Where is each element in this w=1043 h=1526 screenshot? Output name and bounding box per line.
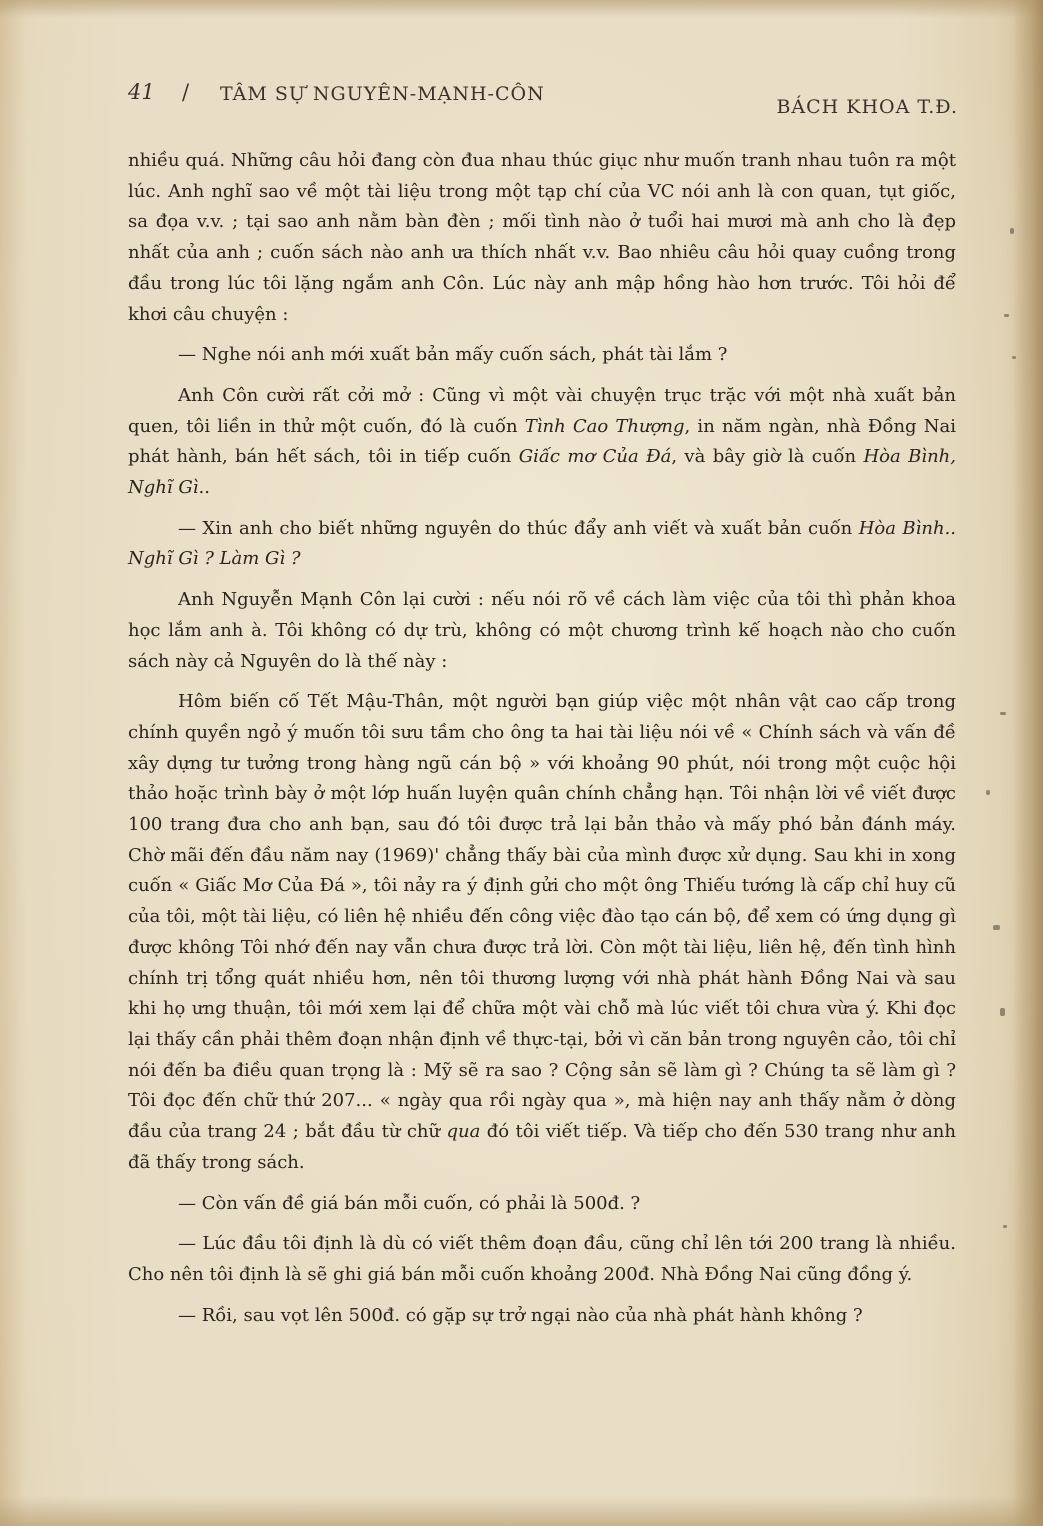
page-number: 41 [128, 80, 155, 104]
margin-speck [1004, 314, 1009, 317]
margin-speck [1000, 1008, 1005, 1016]
paragraph [128, 381, 956, 504]
paragraph-text: Hôm biến cố Tết Mậu-Thân, một người bạn giúp việc một nhân vật cao cấp trong chính quyền ngỏ ý muốn tôi sưu tầm cho ông ta hai tài liệu nói về « Chính sách và vấn đề xây dựng tư tưởng trong hàng ngũ cán bộ » với khoảng 90 phút, nói trong một cuộc hội thảo hoặc trình bày ở một lớp huấn luyện quân chính chẳng hạn. Tôi nhận lời về viết được 100 trang đưa cho anh bạn, sau đó tôi được trả lại bản thảo và mấy phó bản đánh máy. Chờ mãi đến đầu năm nay (1969)' chẳng thấy bài của mình được xử dụng. Sau khi in xong cuốn « Giấc Mơ Của Đá », tôi nảy ra ý định gửi cho một ông Thiếu tướng là cấp chỉ huy cũ của tôi, một tài liệu, có liên hệ nhiều đến công việc đào tạo cán bộ, để xem có ứng dụng gì được không Tôi nhớ đến nay vẫn chưa được trả lời. Còn một tài liệu, liên hệ, đến tình hình chính trị tổng quát nhiều hơn, nên tôi thương lượng với nhà phát hành Đồng Nai và sau khi họ ưng thuận, tôi mới xem lại để chữa một vài chỗ mà lúc viết tôi chưa vừa ý. Khi đọc lại thấy cần phải thêm đoạn nhận định về thực-tại, bởi vì căn bản trong nguyên cảo, tôi chỉ nói đến ba điều quan trọng là : Mỹ sẽ ra sao ? Cộng sản sẽ làm gì ? Chúng ta sẽ làm gì ? Tôi đọc đến chữ thứ 207... « ngày qua rồi ngày qua », mà hiện nay anh thấy nằm ở dòng đầu của trang 24 ; bắt đầu từ chữ [128, 691, 956, 1143]
page-right-edge [1013, 0, 1043, 1526]
paragraph-text: , và bây giờ là cuốn [671, 446, 864, 468]
running-header [128, 80, 958, 120]
answer-paragraph [128, 1229, 956, 1290]
paragraph-text: — Nghe nói anh mới xuất bản mấy cuốn sách, phát tài lắm ? [178, 344, 728, 366]
paragraph-text: .. [198, 477, 210, 499]
paragraph-text: , in năm ngàn, nhà Đồng Nai phát hành, bán hết sách, tôi in tiếp cuốn [128, 415, 956, 468]
paragraph-text: nhiều quá. Những câu hỏi đang còn đua nhau thúc giục như muốn tranh nhau tuôn ra một lúc. Anh nghĩ sao về một tài liệu trong một tạp chí của VC nói anh là con quan, tụt giốc, sa đọa v.v. ; tại sao anh nằm bàn đèn ; mối tình nào ở tuổi hai mươi mà anh cho là đẹp nhất của anh ; cuốn sách nào anh ưa thích nhất v.v. Bao nhiêu câu hỏi quay cuồng trong đầu trong lúc tôi lặng ngắm anh Côn. Lúc này anh mập hồng hào hơn trước. Tôi hỏi để khơi câu chuyện : [128, 150, 956, 325]
margin-speck [1012, 356, 1016, 359]
paragraph [128, 687, 956, 1178]
paragraph-text: Anh Nguyễn Mạnh Côn lại cười : nếu nói rõ về cách làm việc của tôi thì phản khoa học lắm anh à. Tôi không có dự trù, không có một chương trình kế hoạch nào cho cuốn sách này cả Nguyên do là thế này : [128, 589, 956, 672]
margin-speck [1010, 228, 1014, 234]
question-paragraph [128, 514, 956, 575]
margin-speck [993, 925, 1000, 930]
journal-name: BÁCH KHOA T.Đ. [776, 96, 958, 118]
book-title: Giấc mơ Của Đá [518, 446, 672, 468]
paragraph [128, 146, 956, 330]
margin-speck [1003, 1225, 1007, 1228]
paragraph-text: — Xin anh cho biết những nguyên do thúc đẩy anh viết và xuất bản cuốn [178, 517, 859, 539]
page-top-shadow [0, 0, 1043, 18]
paragraph-text: — Còn vấn đề giá bán mỗi cuốn, có phải là 500đ. ? [178, 1192, 641, 1214]
article-body [128, 146, 956, 1341]
question-paragraph [128, 340, 956, 371]
running-title: TÂM SỰ NGUYÊN-MẠNH-CÔN [220, 83, 545, 105]
margin-speck [986, 790, 990, 795]
margin-speck [1000, 712, 1006, 715]
book-title: Hòa Bình, Nghĩ Gì [128, 446, 956, 499]
paragraph-text: — Rồi, sau vọt lên 500đ. có gặp sự trở ngại nào của nhà phát hành không ? [178, 1304, 863, 1326]
question-paragraph [128, 1189, 956, 1220]
book-title: Hòa Bình.. Nghĩ Gì ? Làm Gì ? [128, 517, 956, 570]
header-separator: / [182, 80, 190, 104]
emphasized-word: qua [446, 1121, 481, 1143]
book-title: Tình Cao Thượng [524, 415, 685, 437]
question-paragraph [128, 1301, 956, 1332]
paragraph-text: Anh Côn cười rất cởi mở : Cũng vì một vài chuyện trục trặc với một nhà xuất bản quen, tôi liền in thử một cuốn, đó là cuốn [128, 384, 956, 437]
paragraph-text: đó tôi viết tiếp. Và tiếp cho đến 530 trang như anh đã thấy trong sách. [128, 1121, 956, 1173]
paragraph [128, 585, 956, 677]
paragraph-text: — Lúc đầu tôi định là dù có viết thêm đoạn đầu, cũng chỉ lên tới 200 trang là nhiều. Cho nên tôi định là sẽ ghi giá bán mỗi cuốn khoảng 200đ. Nhà Đồng Nai cũng đồng ý. [128, 1233, 956, 1285]
page-bottom-shadow [0, 1496, 1043, 1526]
